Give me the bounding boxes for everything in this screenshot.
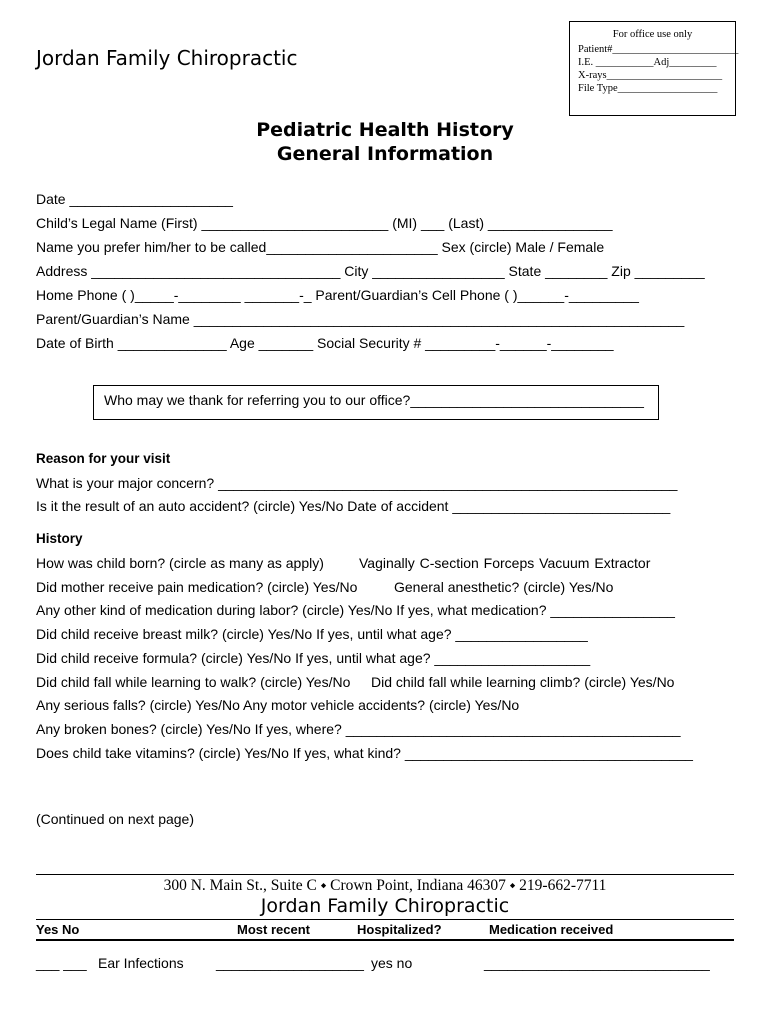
table-row-recent[interactable]: ___________________ (216, 955, 364, 971)
date-field[interactable]: Date _____________________ (36, 191, 233, 207)
column-yes-no: Yes No (36, 922, 80, 937)
dob-field[interactable]: Date of Birth ______________ Age _______ Social Security # _________-______-________ (36, 335, 614, 351)
fall-climb-question[interactable]: Did child fall while learning climb? (circle) Yes/No (371, 674, 675, 690)
column-hospitalized: Hospitalized? (357, 922, 442, 937)
office-ie-field[interactable]: I.E. ___________Adj_________ (578, 57, 717, 68)
fall-walk-question[interactable]: Did child fall while learning to walk? (circle) Yes/No (36, 674, 351, 690)
table-row-hospitalized[interactable]: yes no (371, 955, 413, 971)
birth-options[interactable]: Vaginally C-section Forceps Vacuum Extractor (359, 555, 651, 571)
table-header-rule (36, 939, 734, 941)
falls-accidents-question[interactable]: Any serious falls? (circle) Yes/No Any motor vehicle accidents? (circle) Yes/No (36, 697, 520, 713)
breast-milk-question[interactable]: Did child receive breast milk? (circle) Yes/No If yes, until what age? _________________ (36, 626, 588, 642)
reason-heading: Reason for your visit (36, 451, 171, 466)
footer-address: 300 N. Main St., Suite C ⬩ Crown Point, Indiana 46307 ⬩ 219-662-7711 (163, 877, 607, 894)
referral-box (93, 385, 659, 420)
office-patient-field[interactable]: Patient#________________________ (578, 44, 739, 55)
office-filetype-field[interactable]: File Type___________________ (578, 83, 718, 94)
anesthetic-question[interactable]: General anesthetic? (circle) Yes/No (394, 579, 614, 595)
table-top-rule (36, 919, 734, 920)
history-heading: History (36, 531, 83, 546)
continued-note: (Continued on next page) (36, 811, 194, 827)
practice-name-header: Jordan Family Chiropractic (36, 46, 298, 70)
broken-bones-question[interactable]: Any broken bones? (circle) Yes/No If yes, where? ___________________________________________ (36, 721, 681, 737)
major-concern-field[interactable]: What is your major concern? ___________________________________________________________ (36, 475, 678, 491)
form-title: Pediatric Health History (256, 119, 514, 141)
child-name-field[interactable]: Child’s Legal Name (First) ________________________ (MI) ___ (Last) ________________ (36, 215, 613, 231)
address-field[interactable]: Address ________________________________ City _________________ State ________ Zip _________ (36, 263, 705, 279)
formula-question[interactable]: Did child receive formula? (circle) Yes/No If yes, until what age? ____________________ (36, 650, 591, 666)
pain-medication-question[interactable]: Did mother receive pain medication? (circle) Yes/No (36, 579, 358, 595)
phone-field[interactable]: Home Phone ( )_____-________ _______-_ Parent/Guardian’s Cell Phone ( )______-_________ (36, 287, 639, 303)
table-row-yes-no-blanks[interactable]: ___ ___ (36, 955, 87, 971)
table-row-condition: Ear Infections (98, 955, 184, 971)
office-xrays-field[interactable]: X-rays______________________ (578, 70, 723, 81)
auto-accident-field[interactable]: Is it the result of an auto accident? (circle) Yes/No Date of accident ____________________________ (36, 498, 671, 514)
referral-field[interactable]: Who may we thank for referring you to our office?______________________________ (104, 392, 644, 408)
column-most-recent: Most recent (237, 922, 310, 937)
table-row-medication[interactable]: _____________________________ (484, 955, 710, 971)
practice-name-footer: Jordan Family Chiropractic (260, 895, 510, 917)
vitamins-question[interactable]: Does child take vitamins? (circle) Yes/No If yes, what kind? _____________________________________ (36, 745, 693, 761)
office-use-title: For office use only (612, 29, 693, 40)
labor-medication-question[interactable]: Any other kind of medication during labor? (circle) Yes/No If yes, what medication? ________________ (36, 602, 675, 618)
office-use-box (569, 21, 739, 116)
guardian-name-field[interactable]: Parent/Guardian’s Name _______________________________________________________________ (36, 311, 685, 327)
form-subtitle: General Information (276, 143, 494, 165)
column-medication: Medication received (489, 922, 614, 937)
footer-divider (36, 874, 734, 875)
birth-question: How was child born? (circle as many as apply) (36, 555, 324, 571)
preferred-name-field[interactable]: Name you prefer him/her to be called______________________ Sex (circle) Male / Female (36, 239, 605, 255)
